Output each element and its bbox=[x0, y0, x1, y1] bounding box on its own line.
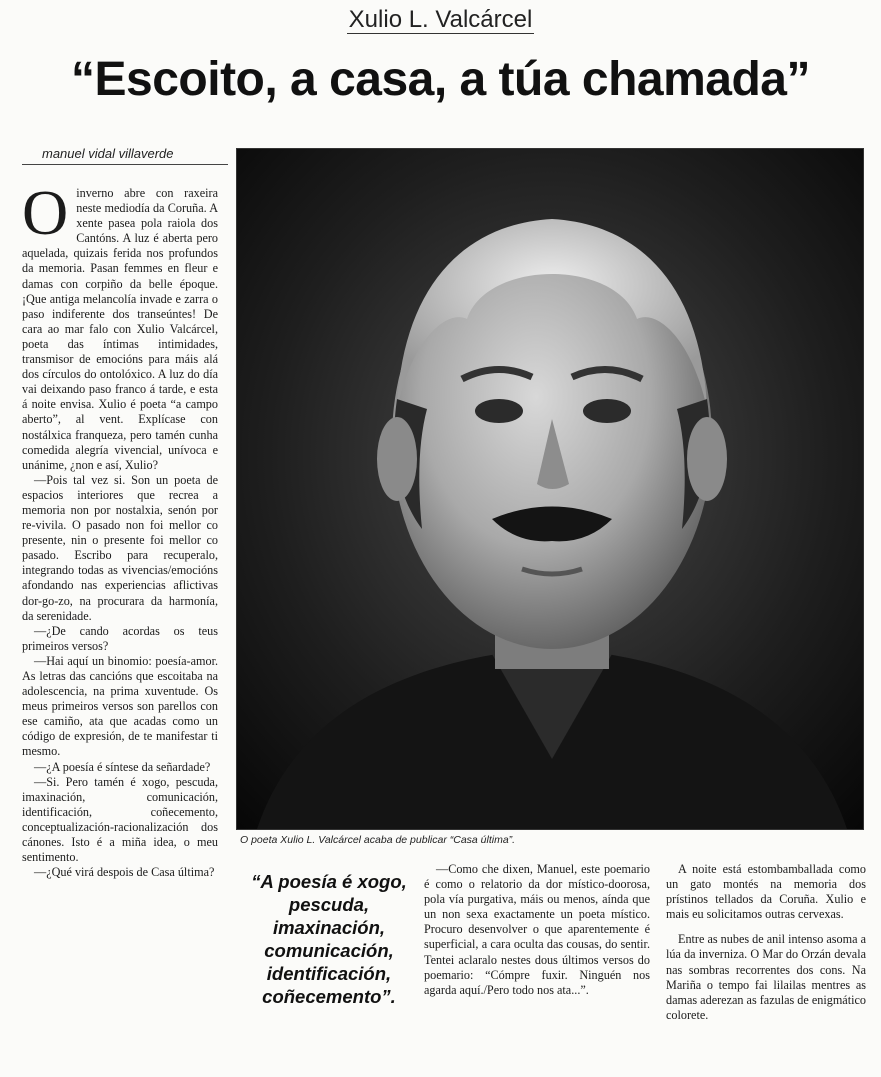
drop-cap: O bbox=[22, 177, 69, 248]
byline: manuel vidal villaverde bbox=[42, 146, 174, 161]
paragraph-5: —¿A poesía é síntese da señardade? bbox=[34, 759, 211, 774]
headline: “Escoito, a casa, a túa chamada” bbox=[71, 53, 810, 106]
paragraph-1: Oinverno abre con raxeira neste mediodía da Coruña. A xente pasea pola raiola dos Cantóns. A luz é aberta pero aquelada, quizais ferida nos profundos da memoria. Pasan femmes en fleur e damas con corpiño da belle époque. ¡Que antiga melancolía invade e zarra o paso indiferente dos transeúntes! De cara ao mar falo con Xulio Valcárcel, poeta das íntimas intimidades, transmisor de emocións para máis alá dos círculos do ontolóxico. A luz do día vai deixando paso franco á tarde, e esta á noite envisa. Xulio é poeta “a campo aberto”, al vent. Explícase con nostálxica franqueza, pero tamén cunha comedida alegría vivencial, unívoca e unánime, ¿non e así, Xulio? bbox=[22, 177, 218, 472]
portrait-photo bbox=[236, 148, 864, 830]
article-column-3 bbox=[424, 862, 650, 998]
byline-rule bbox=[22, 164, 228, 165]
paragraph-9: A noite está estombamballada como un gato montés na memoria dos prístinos tellados da Coruña. Xulio e mais eu solicitamos outras cervexas. bbox=[666, 862, 866, 922]
photo-caption: O poeta Xulio L. Valcárcel acaba de publicar “Casa última”. bbox=[240, 834, 516, 846]
article-column-1 bbox=[22, 177, 218, 880]
paragraph-2: —Pois tal vez si. Son un poeta de espacios interiores que recrea a memoria non por nostalxia, senón por re-vivila. O pasado non foi mellor co presente, nin o presente foi mellor co pasado. Escribo para recuperalo, integrando todas as vivencias/emocións afondando nas experiencias aflictivas dor-go-zo, na procurara da harmonía, da serenidade. bbox=[22, 472, 218, 623]
paragraph-7: —¿Qué virá despois de Casa última? bbox=[34, 865, 215, 880]
pull-quote: “A poesía é xogo, pescuda, imaxinación, comunicación, identificación, coñecemento”. bbox=[251, 871, 407, 1007]
paragraph-4: —Hai aquí un binomio: poesía-amor. As letras das cancións que escoitaba na adolescencia, na prima xuventude. Os meus primeiros versos son parellos con ese camiño, ata que acadas como un código de expresión, de te manifestar ti mesmo. bbox=[22, 653, 218, 759]
article-column-4 bbox=[666, 862, 866, 1023]
paragraph-3: —¿De cando acordas os teus primeiros versos? bbox=[22, 623, 218, 653]
paragraph-10: Entre as nubes de anil intenso asoma a lúa da inverniza. O Mar do Orzán devala nas sombras recorrentes dos cons. Na Mariña o tempo fai lilailas mentres as damas aderezan as fazulas de enigmático colorete. bbox=[666, 932, 866, 1022]
paragraph-6: —Si. Pero tamén é xogo, pescuda, imaxinación, comunicación, identificación, coñecemento, conceptualización-racionalización dos cánones. Isto é a miña idea, o meu sentimento. bbox=[22, 774, 218, 865]
author-kicker: Xulio L. Valcárcel bbox=[348, 6, 533, 33]
paragraph-8: —Como che dixen, Manuel, este poemario é como o relatorio da dor místico-doorosa, pola vía purgativa, máis ou menos, aínda que un non sexa exactamente un poeta místico. Procuro desenvolver o que aparentemente é superficial, a cara oculta das cousas, do sentir. Tentei aclaralo nestes dous últimos versos do poemario: “Cómpre fuxir. Ninguén nos agarda aquí./Pero todo nos ata...”. bbox=[424, 862, 650, 997]
